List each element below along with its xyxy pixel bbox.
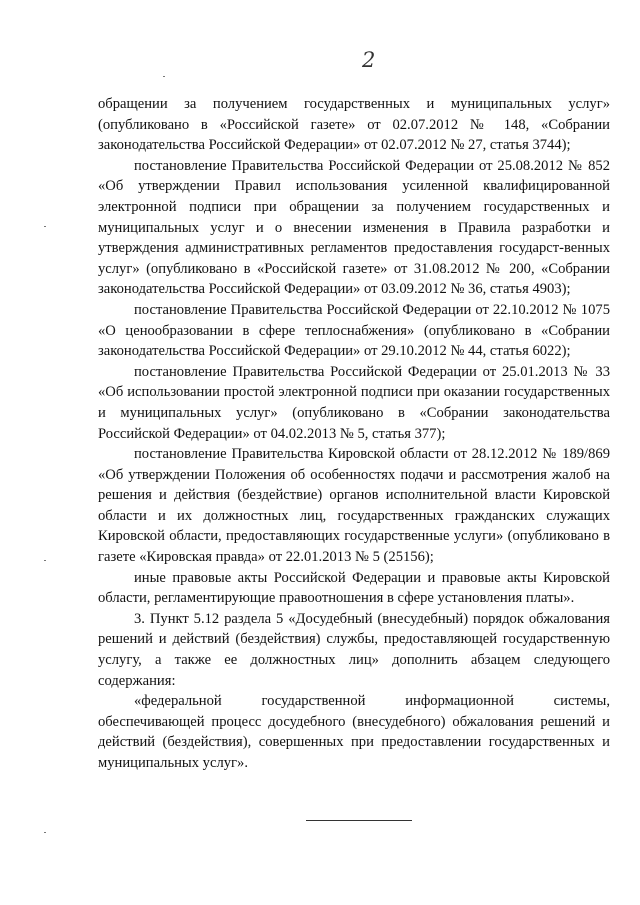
paragraph-decree-33: постановление Правительства Российской Федерации от 25.01.2013 № 33 «Об использовании простой электронной подписи при оказании государственных и муниципальных услуг» (опубликовано в «Собрании законодательства Российской Федерации» от 04.02.2013 № 5, статья 377); <box>98 363 610 442</box>
paragraph-continuation: обращении за получением государственных и муниципальных услуг» (опубликовано в «Российской газете» от 02.07.2012 № 148, «Собрании законодательства Российской Федерации» от 02.07.2012 № 27, статья 3744); <box>98 96 610 154</box>
document-body <box>98 94 610 774</box>
scan-speck <box>44 832 46 833</box>
paragraph-decree-852: постановление Правительства Российской Федерации от 25.08.2012 № 852 «Об утверждении Правил использования усиленной квалифицированной электронной подписи при обращении за получением государственных и муниципальных услуг и о внесении изменения в Правила разработки и утверждения административных регламентов предоставления государст-венных услуг» (опубликовано в «Российской газете» от 31.08.2012 № 200, «Собрании законодательства Российской Федерации» от 03.09.2012 № 36, статья 4903); <box>98 157 610 298</box>
paragraph-kirov-decree: постановление Правительства Кировской области от 28.12.2012 № 189/869 «Об утверждении Положения об особенностях подачи и рассмотрения жалоб на решения и действия (бездействие) органов исполнительной власти Кировской области и их должностных лиц, государственных гражданских служащих Кировской области, предоставляющих государственные услуги» (опубликовано в газете «Кировская правда» от 22.01.2013 № 5 (25156); <box>98 446 610 566</box>
paragraph-other-acts: иные правовые акты Российской Федерации и правовые акты Кировской области, регламентирующие правоотношения в сфере установления платы». <box>98 569 610 607</box>
separator-line <box>306 820 412 821</box>
page-number: 2 <box>362 48 376 72</box>
scan-speck <box>44 560 46 561</box>
scan-speck <box>44 226 46 227</box>
paragraph-item-3: 3. Пункт 5.12 раздела 5 «Досудебный (внесудебный) порядок обжалования решений и действий (бездействия) службы, предоставляющей государственную услугу, а также ее должностных лиц» дополнить абзацем следующего содержания: <box>98 610 610 689</box>
paragraph-decree-1075: постановление Правительства Российской Федерации от 22.10.2012 № 1075 «О ценообразовании в сфере теплоснабжения» (опубликовано в «Собрании законодательства Российской Федерации» от 29.10.2012 № 44, статья 6022); <box>98 301 610 360</box>
paragraph-quoted-addition: «федеральной государственной информационной системы, обеспечивающей процесс досудебного (внесудебного) обжалования решений и действий (бездействия), совершенных при предоставлении государственных и муниципальных услуг». <box>98 693 610 771</box>
scan-speck <box>163 76 165 77</box>
